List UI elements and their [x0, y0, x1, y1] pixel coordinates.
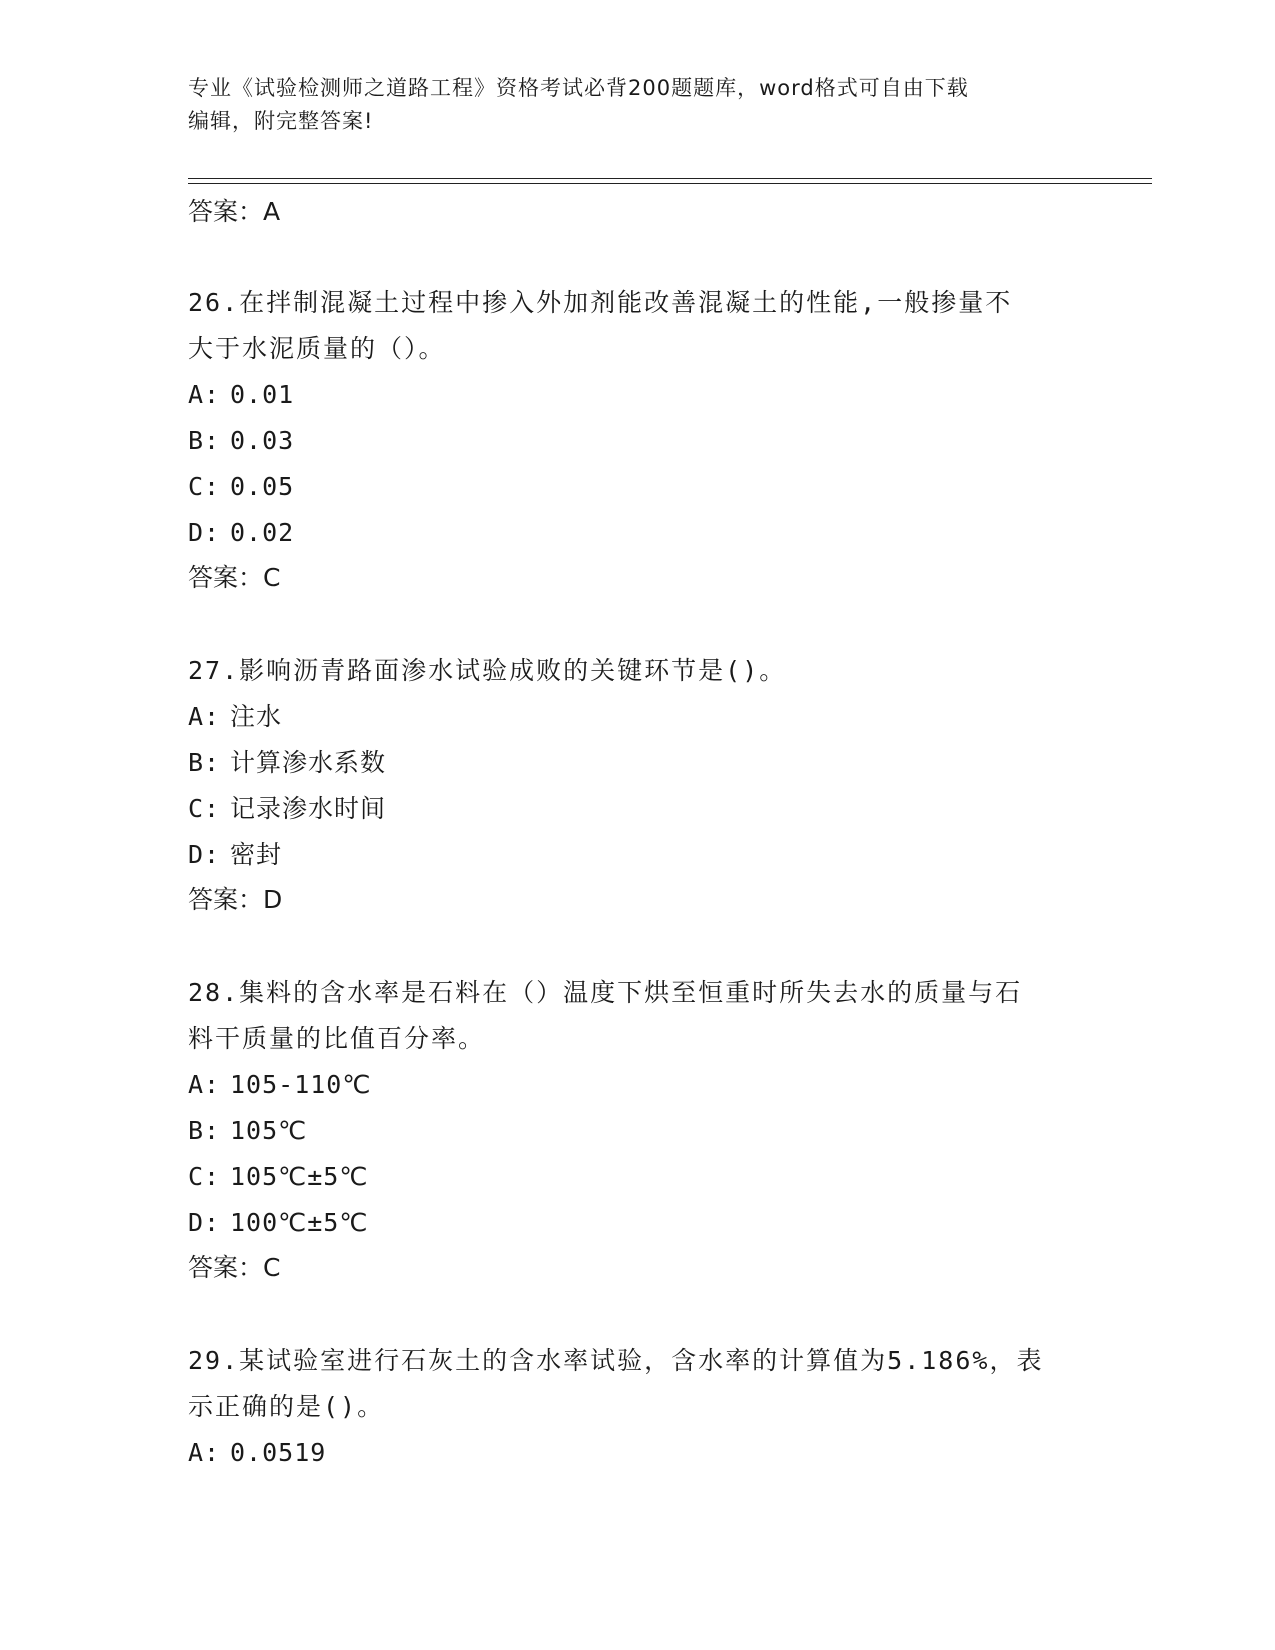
question-26-option-a: [188, 372, 1108, 418]
question-28-stem-line-2: 料干质量的比值百分率。: [188, 1024, 486, 1053]
option-key: A:: [188, 702, 221, 731]
previous-answer: 答案：A: [188, 197, 281, 226]
option-text: 注水: [230, 702, 283, 731]
option-text: 105℃: [230, 1116, 308, 1145]
option-key: A:: [188, 1438, 221, 1467]
option-key: C:: [188, 1162, 221, 1191]
question-28: [188, 970, 1108, 1062]
question-27: [188, 648, 1108, 694]
header-line-2: 编辑，附完整答案!: [188, 109, 374, 133]
option-key: D:: [188, 518, 221, 547]
option-key: A:: [188, 1070, 221, 1099]
option-text: 计算渗水系数: [230, 748, 387, 777]
question-27-answer: 答案：D: [188, 885, 283, 914]
question-27-stem-line-1: 27.影响沥青路面渗水试验成败的关键环节是()。: [188, 656, 787, 685]
question-28-option-c: [188, 1154, 1108, 1200]
question-28-option-b: [188, 1108, 1108, 1154]
option-text: 0.02: [230, 518, 295, 547]
option-key: B:: [188, 748, 221, 777]
header-divider-bottom: [188, 183, 1152, 184]
option-text: 105℃±5℃: [230, 1162, 369, 1191]
option-key: D:: [188, 840, 221, 869]
option-key: B:: [188, 1116, 221, 1145]
option-key: B:: [188, 426, 221, 455]
option-text: 0.05: [230, 472, 295, 501]
question-29: [188, 1338, 1108, 1430]
question-28-stem-line-1: 28.集料的含水率是石料在（）温度下烘至恒重时所失去水的质量与石: [188, 978, 1023, 1007]
question-28-option-a: [188, 1062, 1108, 1108]
question-list: [188, 190, 1108, 1476]
option-text: 0.03: [230, 426, 295, 455]
question-26-option-c: [188, 464, 1108, 510]
option-text: 0.01: [230, 380, 295, 409]
question-26-stem-line-1: 26.在拌制混凝土过程中掺入外加剂能改善混凝土的性能,一般掺量不: [188, 288, 1013, 317]
question-29-stem-line-1: 29.某试验室进行石灰土的含水率试验，含水率的计算值为5.186%，表: [188, 1346, 1044, 1375]
question-28-option-d: [188, 1200, 1108, 1246]
question-26-stem-line-2: 大于水泥质量的（）。: [188, 334, 446, 363]
question-27-option-b: [188, 740, 1108, 786]
option-key: C:: [188, 794, 221, 823]
question-26-answer: 答案：C: [188, 563, 281, 592]
option-text: 0.0519: [230, 1438, 327, 1467]
header-divider-top: [188, 178, 1152, 179]
question-29-stem-line-2: 示正确的是()。: [188, 1392, 385, 1421]
option-text: 100℃±5℃: [230, 1208, 369, 1237]
document-header: [188, 72, 1088, 138]
option-text: 105-110℃: [230, 1070, 372, 1099]
question-27-option-d: [188, 832, 1108, 878]
question-26-option-b: [188, 418, 1108, 464]
question-26: [188, 280, 1108, 372]
question-28-answer: 答案：C: [188, 1253, 281, 1282]
question-27-option-c: [188, 786, 1108, 832]
question-26-option-d: [188, 510, 1108, 556]
header-line-1: 专业《试验检测师之道路工程》资格考试必背200题题库，word格式可自由下载: [188, 76, 969, 100]
question-29-option-a: [188, 1430, 1108, 1476]
option-key: C:: [188, 472, 221, 501]
option-key: D:: [188, 1208, 221, 1237]
option-text: 记录渗水时间: [230, 794, 387, 823]
option-text: 密封: [230, 840, 283, 869]
option-key: A:: [188, 380, 221, 409]
question-27-option-a: [188, 694, 1108, 740]
